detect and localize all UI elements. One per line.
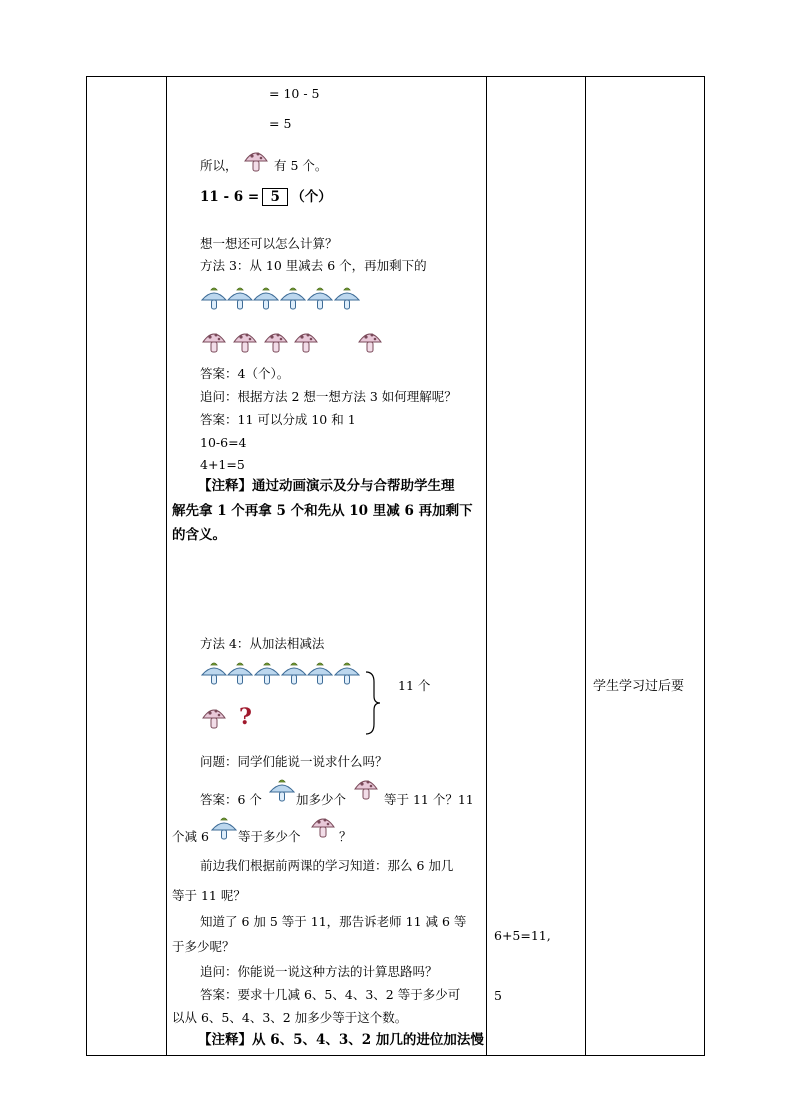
col4-value: 5: [494, 988, 502, 1003]
think-prompt: 想一想还可以怎么计算？: [200, 236, 338, 251]
answer-split: 答案：11 可以分成 10 和 1: [200, 412, 356, 427]
so-prefix: 所以，: [200, 158, 238, 173]
pink-mushroom-icon: [231, 327, 259, 355]
blue-mushroom-icon: [252, 284, 280, 312]
pink-mushroom-icon: [356, 327, 384, 355]
blue-mushroom-icon: [279, 284, 307, 312]
calc-prefix: 11 - 6 =: [200, 189, 260, 205]
question-line: 问题：同学们能说一说求什么吗？: [200, 754, 388, 769]
blue-mushroom-icon: [210, 814, 238, 842]
right-brace-icon: [362, 670, 384, 736]
equation-b: 4+1=5: [200, 457, 245, 472]
equation-a: 10-6=4: [200, 435, 247, 450]
blue-mushroom-icon: [333, 284, 361, 312]
know-line: 知道了 6 加 5 等于 11，那告诉老师 11 减 6 等: [200, 914, 467, 929]
previous-line: 前边我们根据前两课的学习知道：那么 6 加几: [200, 858, 454, 873]
pink-mushroom-icon: [352, 774, 380, 802]
answer-6-c: 等于 11 个？11: [384, 792, 474, 807]
followup-3: 追问：根据方法 2 想一想方法 3 如何理解呢？: [200, 389, 457, 404]
column-divider: [166, 77, 167, 1055]
method-4: 方法 4：从加法相减法: [200, 636, 325, 651]
column-divider: [585, 77, 586, 1055]
method-3: 方法 3：从 10 里减去 6 个，再加剩下的: [200, 258, 427, 273]
blue-mushroom-icon: [268, 776, 296, 804]
answer-4: 答案：4（个）。: [200, 366, 290, 381]
note-1-line: 的含义。: [172, 527, 226, 543]
column-divider: [486, 77, 487, 1055]
answer-6-d: 个减 6: [172, 829, 209, 844]
blue-mushroom-icon: [226, 284, 254, 312]
equation-line: = 5: [269, 116, 292, 131]
pink-mushroom-icon: [242, 146, 270, 174]
question-mark: ?: [239, 704, 252, 730]
answer-box: 5: [262, 188, 288, 206]
lesson-table: [86, 76, 705, 1056]
answer-6-f: ？: [339, 829, 352, 844]
col4-equation: 6+5=11,: [494, 928, 551, 943]
blue-mushroom-icon: [200, 284, 228, 312]
pink-mushroom-icon: [309, 812, 337, 840]
answer-6-e: 等于多少个: [238, 829, 301, 844]
equation-line: = 10 - 5: [269, 86, 320, 101]
know-line: 于多少呢？: [172, 939, 235, 954]
note-1-line: 解先拿 1 个再拿 5 个和先从 10 里减 6 再加剩下: [172, 503, 473, 519]
answer-last: 答案：要求十几减 6、5、4、3、2 等于多少可: [200, 987, 461, 1002]
blue-mushroom-icon: [200, 659, 228, 687]
so-suffix: 有 5 个。: [274, 158, 328, 173]
pink-mushroom-icon: [262, 327, 290, 355]
blue-mushroom-icon: [306, 284, 334, 312]
followup-4: 追问：你能说一说这种方法的计算思路吗？: [200, 964, 438, 979]
answer-6-a: 答案：6 个: [200, 792, 262, 807]
blue-mushroom-icon: [253, 659, 281, 687]
pink-mushroom-icon: [200, 327, 228, 355]
pink-mushroom-icon: [200, 703, 228, 731]
answer-6-b: 加多少个: [296, 792, 347, 807]
note-1-line: 【注释】通过动画演示及分与合帮助学生理: [198, 478, 455, 494]
previous-line: 等于 11 呢？: [172, 888, 246, 903]
blue-mushroom-icon: [333, 659, 361, 687]
brace-label: 11 个: [398, 678, 431, 693]
answer-last: 以从 6、5、4、3、2 加多少等于这个数。: [172, 1010, 408, 1025]
blue-mushroom-icon: [280, 659, 308, 687]
blue-mushroom-icon: [226, 659, 254, 687]
col5-note: 学生学习过后要: [593, 679, 685, 694]
calc-suffix: （个）: [291, 189, 332, 205]
pink-mushroom-icon: [292, 327, 320, 355]
note-2-line: 【注释】从 6、5、4、3、2 加几的进位加法慢: [198, 1032, 484, 1048]
calc-line: [200, 188, 332, 206]
blue-mushroom-icon: [306, 659, 334, 687]
